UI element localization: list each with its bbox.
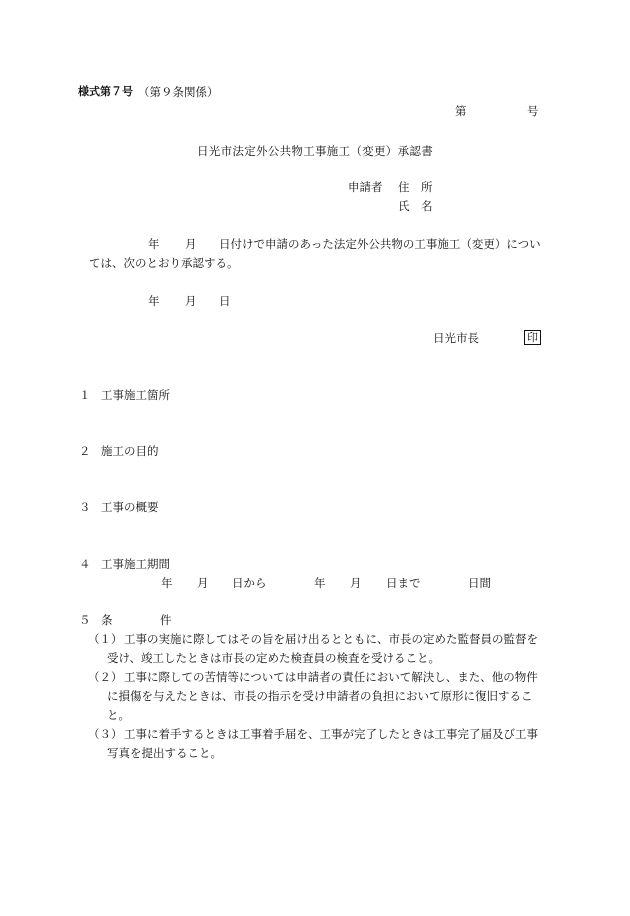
- period-from-month: 月: [197, 576, 209, 590]
- condition-3-line1: 工事に着手するときは工事着手届を、工事が完了したときは工事完了届及び工事: [124, 727, 538, 741]
- section-3-number: ３: [79, 500, 91, 514]
- approval-sentence-line2: ては、次のとおり承認する。: [89, 256, 239, 270]
- section-4-number: ４: [79, 557, 91, 571]
- section-4-title: 工事施工期間: [101, 557, 170, 571]
- section-2-number: ２: [79, 444, 91, 458]
- section-3-title: 工事の概要: [101, 500, 159, 514]
- date-year: 年: [148, 237, 160, 251]
- period-from-day: 日から: [232, 576, 267, 590]
- condition-2-number: （２）: [88, 670, 123, 684]
- approval-sentence-line1: 日付けで申請のあった法定外公共物の工事施工（変更）につい: [219, 237, 541, 251]
- issue-month: 月: [185, 294, 197, 308]
- name-label: 氏 名: [398, 199, 433, 213]
- period-from-year: 年: [161, 576, 173, 590]
- section-1-number: １: [79, 388, 91, 402]
- document-title: 日光市法定外公共物工事施工（変更）承認書: [197, 144, 433, 158]
- condition-2-line1: 工事に際しての苦情等については申請者の責任において解決し、また、他の物件: [124, 670, 538, 684]
- doc-number-prefix: 第: [455, 104, 467, 118]
- condition-3-number: （３）: [88, 727, 123, 741]
- condition-3-line2: 写真を提出すること。: [107, 746, 222, 760]
- section-2-title: 施工の目的: [101, 444, 159, 458]
- period-to-year: 年: [314, 576, 326, 590]
- period-to-day: 日まで: [386, 576, 421, 590]
- related-article: （第９条関係）: [138, 85, 219, 99]
- condition-1-line2: 受け、竣工したときは市長の定めた検査員の検査を受けること。: [107, 651, 441, 665]
- section-1-title: 工事施工箇所: [101, 388, 170, 402]
- issue-day: 日: [219, 294, 231, 308]
- issuer-name: 日光市長: [433, 331, 479, 345]
- period-days: 日間: [468, 576, 491, 590]
- form-number: 様式第７号: [78, 85, 133, 98]
- condition-2-line2: に損傷を与えたときは、市長の指示を受け申請者の負担において原形に復旧するこ: [107, 689, 533, 703]
- section-5-number: ５: [79, 613, 91, 627]
- doc-number-suffix: 号: [527, 104, 539, 118]
- address-label: 住 所: [398, 180, 433, 194]
- condition-2-line3: と。: [107, 708, 130, 722]
- seal-mark: 印: [524, 330, 541, 345]
- date-month: 月: [185, 237, 197, 251]
- condition-1-line1: 工事の実施に際してはその旨を届け出るとともに、市長の定めた監督員の監督を: [124, 632, 538, 646]
- section-5-title-a: 条: [101, 613, 113, 627]
- applicant-label: 申請者: [348, 180, 383, 194]
- period-to-month: 月: [350, 576, 362, 590]
- condition-1-number: （１）: [88, 632, 123, 646]
- issue-year: 年: [148, 294, 160, 308]
- section-5-title-b: 件: [160, 613, 172, 627]
